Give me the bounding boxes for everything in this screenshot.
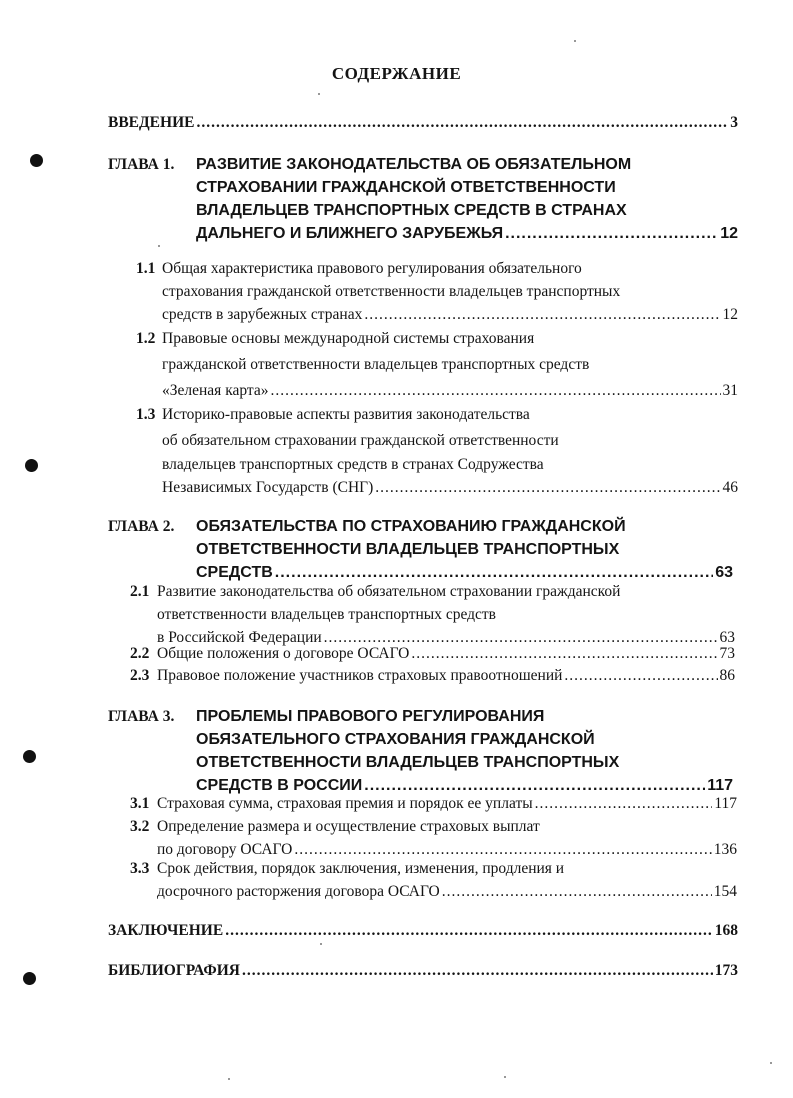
scan-speck [318,93,320,95]
section-1-1-line: Общая характеристика правового регулирования обязательного [162,260,582,277]
chapter-2-page: 63 [715,564,733,581]
chapter-1-title-line: РАЗВИТИЕ ЗАКОНОДАТЕЛЬСТВА ОБ ОБЯЗАТЕЛЬНОМ [196,156,632,173]
chapter-1-page: 12 [720,225,738,242]
chapter-1-label: ГЛАВА 1. [108,156,175,173]
punch-hole-icon [23,750,36,763]
chapter-3-title-line: СРЕДСТВ В РОССИИ [196,777,363,794]
section-3-2-number: 3.2 [130,818,150,835]
chapter-1-title-line: СТРАХОВАНИИ ГРАЖДАНСКОЙ ОТВЕТСТВЕННОСТИ [196,179,616,196]
section-1-1-number: 1.1 [136,260,156,277]
scan-speck [320,943,322,945]
dot-leader [411,645,717,663]
dot-leader [275,564,713,582]
section-2-2-line: Общие положения о договоре ОСАГО [157,645,410,662]
toc-intro[interactable] [108,114,738,137]
toc-bibliography[interactable] [108,962,738,985]
section-1-2-number: 1.2 [136,330,156,347]
intro-page: 3 [730,114,738,131]
section-1-2-line: «Зеленая карта» [162,382,269,399]
section-1-3-number: 1.3 [136,406,156,423]
section-3-1-page: 117 [714,795,737,812]
dot-leader [364,306,720,324]
section-2-3-line: Правовое положение участников страховых правоотношений [157,667,563,684]
section-1-1-line: страхования гражданской ответственности владельцев транспортных [162,283,621,300]
section-3-2-page: 136 [713,841,737,858]
scan-speck [228,1078,230,1080]
intro-label: ВВЕДЕНИЕ [108,114,195,131]
dot-leader [225,922,713,940]
section-2-1-number: 2.1 [130,583,150,600]
punch-hole-icon [23,972,36,985]
punch-hole-icon [30,154,43,167]
section-1-1-page: 12 [722,306,738,323]
chapter-1-title-line: ВЛАДЕЛЬЦЕВ ТРАНСПОРТНЫХ СРЕДСТВ В СТРАНАХ [196,202,627,219]
dot-leader [564,667,717,685]
chapter-2-title-line: ОТВЕТСТВЕННОСТИ ВЛАДЕЛЬЦЕВ ТРАНСПОРТНЫХ [196,541,620,558]
dot-leader [505,225,718,243]
scan-speck [158,245,160,247]
bibliography-page: 173 [714,962,738,979]
dot-leader [535,795,713,813]
section-2-2-number: 2.2 [130,645,150,662]
section-1-2-page: 31 [722,382,738,399]
section-1-1-line: средств в зарубежных странах [162,306,363,323]
section-1-3-page: 46 [722,479,738,496]
section-2-2-page: 73 [719,645,735,662]
chapter-2-label: ГЛАВА 2. [108,518,175,535]
dot-leader [242,962,713,980]
dot-leader [442,883,712,901]
section-1-3-line: Историко-правовые аспекты развития законодательства [162,406,530,423]
dot-leader [375,479,720,497]
scan-speck [770,1062,772,1064]
dot-leader [271,382,721,400]
chapter-3-title-line: ПРОБЛЕМЫ ПРАВОВОГО РЕГУЛИРОВАНИЯ [196,708,545,725]
scan-speck [574,40,576,42]
chapter-2-title-line: СРЕДСТВ [196,564,273,581]
page-title: СОДЕРЖАНИЕ [331,64,462,83]
chapter-3-label: ГЛАВА 3. [108,708,175,725]
dot-leader [196,114,728,132]
section-3-1-line: Страховая сумма, страховая премия и порядок ее уплаты [157,795,533,812]
section-1-3-line: Независимых Государств (СНГ) [162,479,374,496]
dot-leader [294,841,711,859]
section-3-3-number: 3.3 [130,860,150,877]
conclusion-label: ЗАКЛЮЧЕНИЕ [108,922,224,939]
section-1-3-line: об обязательном страховании гражданской ответственности [162,432,559,449]
toc-conclusion[interactable] [108,922,738,945]
section-3-3-line: досрочного расторжения договора ОСАГО [157,883,440,900]
section-2-3-number: 2.3 [130,667,150,684]
section-2-3-page: 86 [719,667,735,684]
punch-hole-icon [25,459,38,472]
section-3-3-line: Срок действия, порядок заключения, изменения, продления и [157,860,565,877]
section-1-2-line: Правовые основы международной системы страхования [162,330,535,347]
bibliography-label: БИБЛИОГРАФИЯ [108,962,240,979]
section-2-1-line: Развитие законодательства об обязательном страховании гражданской [157,583,621,600]
section-2-1-line: в Российской Федерации [157,629,322,646]
dot-leader [364,777,705,795]
chapter-3-page: 117 [707,777,733,794]
section-3-2-line: по договору ОСАГО [157,841,293,858]
section-2-1-page: 63 [719,629,735,646]
section-1-2-line: гражданской ответственности владельцев транспортных средств [162,356,590,373]
section-3-3-page: 154 [713,883,737,900]
conclusion-page: 168 [714,922,738,939]
section-2-1-line: ответственности владельцев транспортных средств [157,606,496,623]
chapter-3-title-line: ОТВЕТСТВЕННОСТИ ВЛАДЕЛЬЦЕВ ТРАНСПОРТНЫХ [196,754,620,771]
scan-speck [504,1076,506,1078]
chapter-2-title-line: ОБЯЗАТЕЛЬСТВА ПО СТРАХОВАНИЮ ГРАЖДАНСКОЙ [196,518,626,535]
chapter-1-title-line: ДАЛЬНЕГО И БЛИЖНЕГО ЗАРУБЕЖЬЯ [196,225,504,242]
section-3-1-number: 3.1 [130,795,150,812]
section-3-2-line: Определение размера и осуществление страховых выплат [157,818,540,835]
chapter-3-title-line: ОБЯЗАТЕЛЬНОГО СТРАХОВАНИЯ ГРАЖДАНСКОЙ [196,731,595,748]
section-1-3-line: владельцев транспортных средств в странах Содружества [162,456,544,473]
